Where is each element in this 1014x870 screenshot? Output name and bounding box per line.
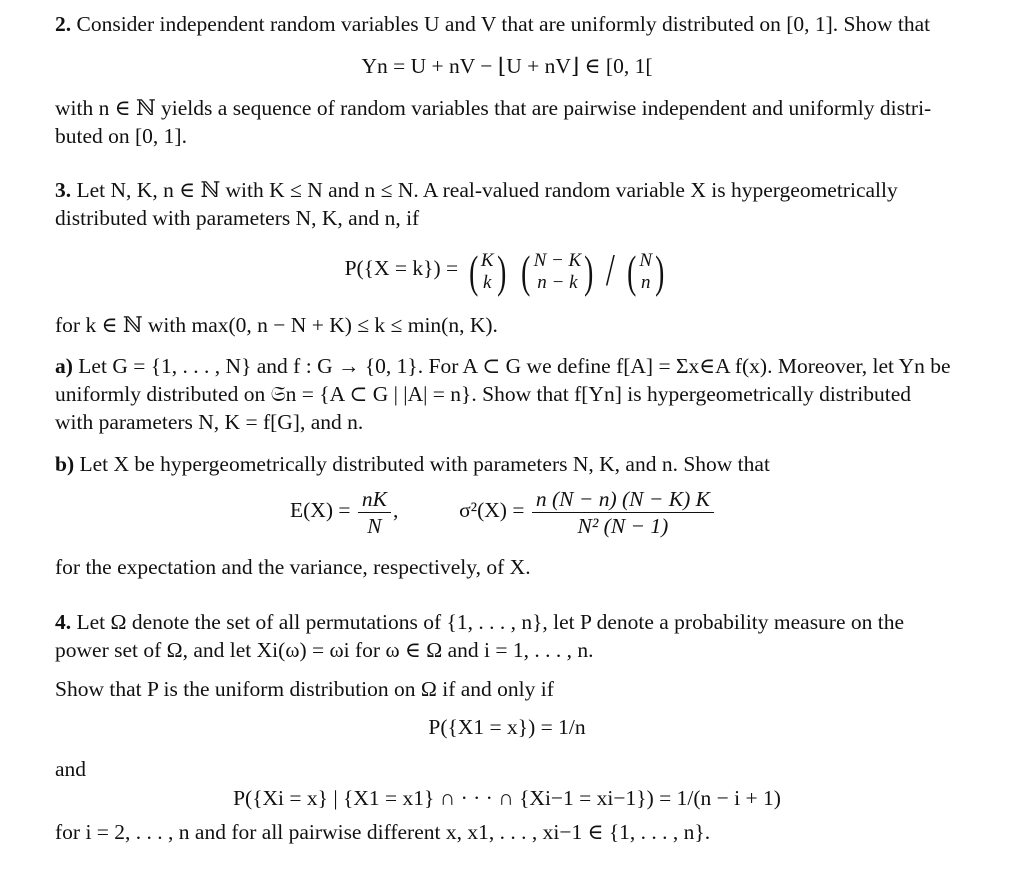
moments-formula: E(X) = $\frac{nK}{N}$ , σ²(X) = $\frac{n (N - n) (N - K) K}{\text{N² (N − 1)}}$ — [290, 484, 790, 538]
problem-2-text-1: Consider independent random variables U and V that are uniformly distributed on [0, 1]. Show that — [76, 12, 931, 36]
binom1-bottom: k — [482, 272, 492, 294]
part-b-line-1 — [55, 450, 985, 478]
problem-2-line-1 — [55, 10, 985, 38]
binom3-bottom: n — [641, 272, 651, 294]
problem-4-line-3: Show that P is the uniform distribution on Ω if and only if — [55, 677, 554, 701]
binom2-bottom: n − k — [537, 272, 578, 294]
problem-3-line-1 — [55, 176, 985, 204]
part-b-line-2: for the expectation and the variance, respectively, of X. — [55, 555, 531, 579]
problem-4-text-1: Let Ω denote the set of all permutations of {1, . . . , n}, let P denote a probability measure on the — [76, 610, 905, 634]
problem-4-line-1 — [55, 608, 985, 636]
problem-3-number: 3. — [55, 178, 72, 202]
part-b-label: b) — [55, 452, 75, 476]
problem-4-formula-2: P({Xi = x} | {X1 = x1} ∩ · · · ∩ {Xi−1 = xi−1}) = 1/(n − i + 1) — [233, 786, 781, 810]
part-a-label: a) — [55, 354, 73, 378]
problem-2-line-3: buted on [0, 1]. — [55, 124, 187, 148]
expectation-denominator: N — [367, 513, 382, 538]
problem-4-line-2: power set of Ω, and let Xi(ω) = ωi for ω ∈ Ω and i = 1, . . . , n. — [55, 638, 594, 662]
binom3-top: N — [639, 250, 653, 272]
part-a-line-2: uniformly distributed on 𝔖n = {A ⊂ G | |A| = n}. Show that f[Yn] is hypergeometrically distributed — [55, 382, 912, 406]
problem-3-line-3: for k ∈ ℕ with max(0, n − N + K) ≤ k ≤ min(n, K). — [55, 313, 498, 337]
problem-2-number: 2. — [55, 12, 72, 36]
problem-3-text-1: Let N, K, n ∈ ℕ with K ≤ N and n ≤ N. A real-valued random variable X is hypergeometrically — [76, 178, 898, 202]
expectation-lhs: E(X) = — [290, 498, 351, 522]
problem-2-line-2: with n ∈ ℕ yields a sequence of random variables that are pairwise independent and uniformly distri- — [55, 96, 932, 120]
variance-denominator: N² (N − 1) — [577, 513, 669, 538]
binom2-top: N − K — [533, 250, 582, 272]
part-a-line-3: with parameters N, K = f[G], and n. — [55, 410, 364, 434]
hypergeometric-formula — [0, 240, 1014, 298]
problem-4-formula-1: P({X1 = x}) = 1/n — [428, 715, 586, 739]
variance-fraction — [532, 487, 714, 538]
part-a-line-1 — [55, 352, 985, 380]
binom-k-over-k: ( K k ) — [468, 246, 506, 298]
part-a-text-1: Let G = {1, . . . , N} and f : G → {0, 1}. For A ⊂ G we define f[A] = Σx∈A f(x). Moreover, let Yn be — [78, 354, 951, 378]
problem-4-line-4: for i = 2, . . . , n and for all pairwise different x, x1, . . . , xi−1 ∈ {1, . . . , n}. — [55, 820, 711, 844]
part-b-text-1: Let X be hypergeometrically distributed with parameters N, K, and n. Show that — [79, 452, 770, 476]
binom-n-over-n: ( N n ) — [627, 246, 665, 298]
variance-numerator: n (N − n) (N − K) K — [532, 487, 714, 513]
variance-lhs: σ²(X) = — [459, 498, 525, 522]
and-word: and — [55, 757, 87, 781]
problem-2-formula: Yn = U + nV − ⌊U + nV⌋ ∈ [0, 1[ — [361, 54, 653, 78]
expectation-numerator: nK — [358, 487, 391, 513]
division-slash: / — [605, 244, 615, 296]
expectation-fraction — [358, 487, 391, 538]
formula-lhs: P({X = k}) = — [344, 256, 459, 280]
binom1-top: K — [480, 250, 494, 272]
problem-3-line-2: distributed with parameters N, K, and n, if — [55, 206, 420, 230]
problem-4-number: 4. — [55, 610, 72, 634]
binom-n-minus-k: ( N − K n − k ) — [521, 246, 594, 298]
